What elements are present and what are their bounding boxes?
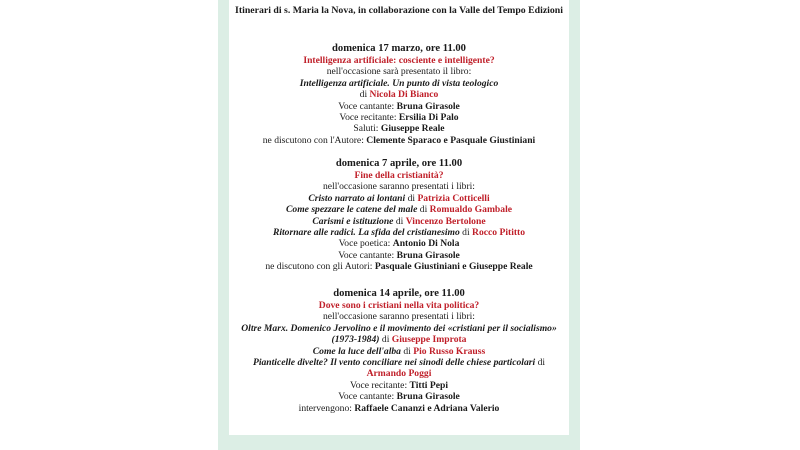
event-1 (229, 42, 569, 146)
event-title: Fine della cristianità? (354, 170, 444, 181)
credit-role: Saluti: (353, 123, 379, 135)
credit-line (229, 261, 569, 272)
book-author: Patrizia Cotticelli (417, 192, 490, 204)
book-author: Rocco Pititto (472, 227, 526, 239)
book-by: di (403, 345, 411, 357)
book-by: di (537, 357, 546, 369)
book-line (229, 227, 569, 238)
book-line (229, 334, 569, 345)
credit-name: Clemente Sparaco e Pasquale Giustiniani (366, 134, 536, 146)
credit-role: Voce recitante: (350, 379, 408, 391)
event-title: Intelligenza artificiale: cosciente e intelligente? (303, 55, 495, 66)
credit-line (229, 101, 569, 112)
event-date: domenica 17 marzo, ore 11.00 (332, 43, 466, 54)
credit-line (229, 391, 569, 402)
book-author: Armando Poggi (366, 368, 432, 380)
book-line (229, 368, 569, 379)
book-title: Cristo narrato ai lontani (308, 192, 406, 204)
book-title: Come spezzare le catene del male (286, 204, 418, 216)
event-intro: nell'occasione sarà presentato il libro: (326, 66, 472, 78)
book-line (229, 204, 569, 215)
book-title: Pianticelle divelte? Il vento conciliare nei sinodi delle chiese particolari (252, 357, 536, 369)
credit-role: Voce recitante: (339, 112, 397, 124)
book-by: di (359, 89, 368, 101)
credit-line (229, 403, 569, 414)
credit-name: Pasquale Giustiniani e Giuseppe Reale (374, 261, 533, 273)
credit-line (229, 238, 569, 249)
credit-line (229, 112, 569, 123)
credit-name: Bruna Girasole (396, 100, 460, 112)
book-title: Ritornare alle radici. La sfida del cristianesimo (272, 227, 460, 239)
credit-name: Bruna Girasole (396, 249, 460, 261)
book-title: (1973-1984) (331, 334, 380, 346)
book-by: di (419, 204, 428, 216)
credit-role: intervengono: (298, 402, 352, 414)
book-line (229, 357, 569, 368)
book-by: di (395, 215, 404, 227)
book-title: Come la luce dell'alba (312, 345, 401, 357)
event-title: Dove sono i cristiani nella vita politica? (318, 300, 480, 311)
credit-name: Titti Pepi (409, 379, 448, 391)
credit-role: ne discutono con l'Autore: (262, 134, 364, 146)
book-line (229, 78, 569, 89)
book-line (229, 193, 569, 204)
credit-role: Voce cantante: (338, 100, 395, 112)
event-date: domenica 14 aprile, ore 11.00 (333, 288, 465, 299)
book-by: di (381, 334, 390, 346)
credit-name: Raffaele Cananzi e Adriana Valerio (354, 402, 500, 414)
book-line (229, 216, 569, 227)
credit-name: Bruna Girasole (396, 391, 460, 403)
credit-role: ne discutono con gli Autori: (265, 261, 373, 273)
book-line (229, 346, 569, 357)
book-author: Romualdo Gambale (429, 204, 512, 216)
book-title: Carismi e istituzione (312, 215, 394, 227)
event-intro: nell'occasione saranno presentati i libri: (323, 311, 475, 323)
credit-name: Giuseppe Reale (380, 123, 445, 135)
book-title: Oltre Marx. Domenico Jervolino e il movimento dei «cristiani per il socialismo» (241, 322, 557, 334)
credit-name: Ersilia Di Palo (398, 112, 459, 124)
event-3 (229, 287, 569, 414)
book-author: Vincenzo Bertolone (405, 215, 486, 227)
credit-line (229, 123, 569, 134)
book-by: di (407, 192, 416, 204)
event-intro: nell'occasione saranno presentati i libri: (323, 181, 475, 193)
event-date: domenica 7 aprile, ore 11.00 (335, 158, 463, 169)
event-2 (229, 157, 569, 273)
book-author: Pio Russo Krauss (413, 345, 486, 357)
book-author: Nicola Di Bianco (369, 89, 439, 101)
document-page (229, 0, 569, 435)
credit-role: Voce cantante: (338, 249, 395, 261)
credit-line (229, 250, 569, 261)
credit-name: Antonio Di Nola (392, 238, 460, 250)
page-header: Itinerari di s. Maria la Nova, in collaborazione con la Valle del Tempo Edizioni (235, 5, 563, 16)
credit-role: Voce poetica: (338, 238, 391, 250)
book-author: Giuseppe Improta (391, 334, 467, 346)
credit-role: Voce cantante: (338, 391, 395, 403)
credit-line (229, 135, 569, 146)
book-line (229, 89, 569, 100)
book-title: Intelligenza artificiale. Un punto di vista teologico (299, 77, 499, 89)
credit-line (229, 380, 569, 391)
book-by: di (462, 227, 470, 239)
book-line (229, 323, 569, 334)
